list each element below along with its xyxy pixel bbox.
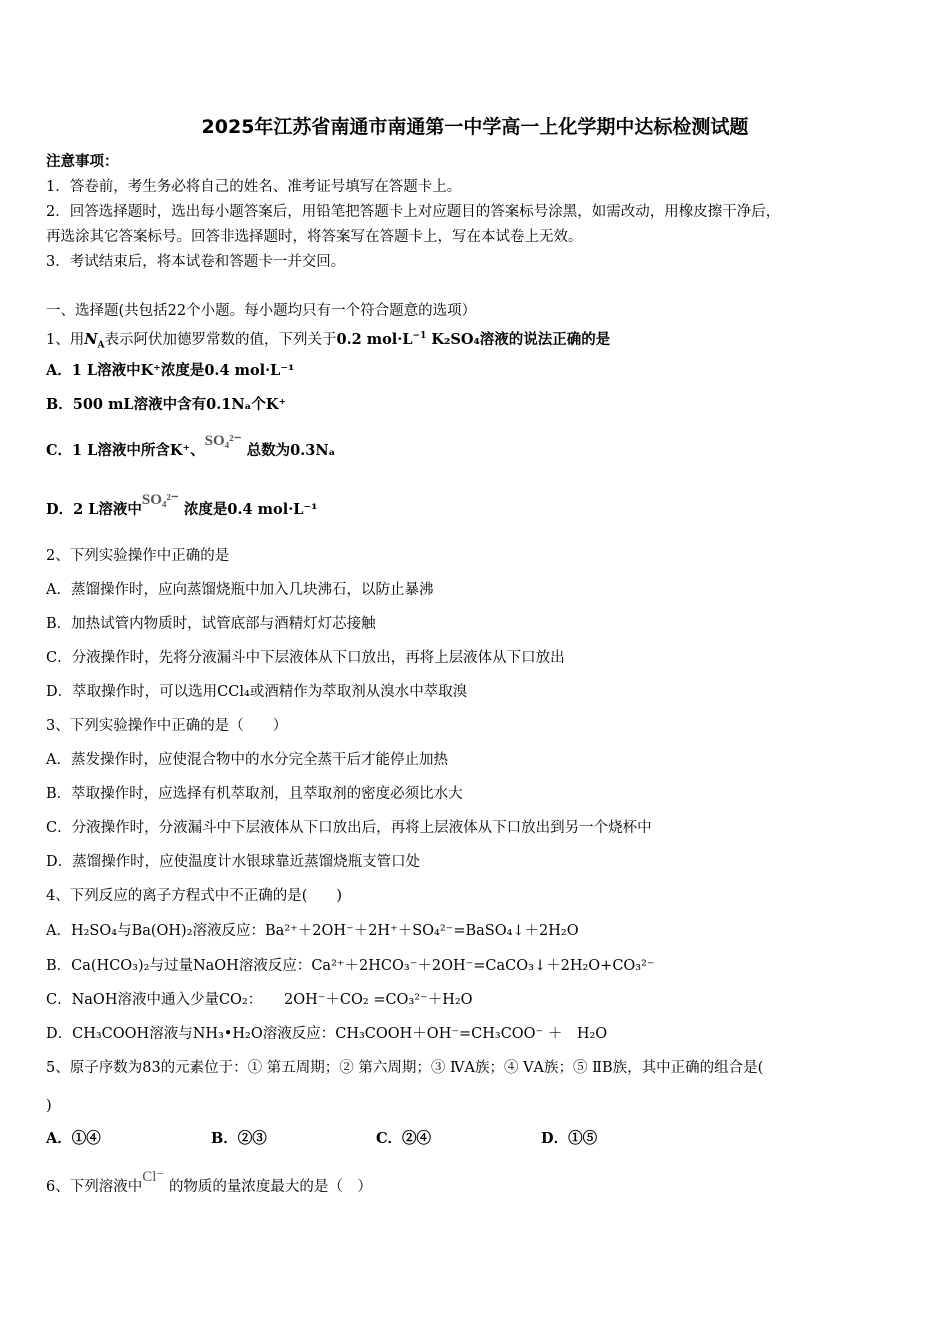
question-5-stem-cont: ) [46, 1098, 52, 1114]
option-b: B．加热试管内物质时，试管底部与酒精灯灯芯接触 [46, 616, 376, 632]
option-b: B．②③ [211, 1130, 267, 1147]
option-d [46, 492, 318, 520]
question-5-stem: 5、原子序数为83的元素位于：① 第五周期；② 第六周期；③ ⅣA族；④ ⅤA族；⑤ ⅡB族，其中正确的组合是( [46, 1060, 764, 1076]
q1-na: N [84, 330, 98, 348]
option-d: D．蒸馏操作时，应使温度计水银球靠近蒸馏烧瓶支管口处 [46, 854, 421, 870]
option-a: A．H₂SO₄与Ba(OH)₂溶液反应：Ba²⁺＋2OH⁻＋2H⁺＋SO₄²⁻=BaSO₄↓＋2H₂O [46, 923, 579, 939]
q6-stem-pre: 6、下列溶液中 [46, 1179, 143, 1195]
option-a: A．①④ [46, 1130, 101, 1147]
question-2-stem: 2、下列实验操作中正确的是 [46, 548, 230, 564]
option-b: B．500 mL溶液中含有0.1Nₐ个K⁺ [46, 396, 287, 413]
option-c: C．②④ [376, 1130, 432, 1147]
sulfate-formula-image: SO₄²⁻ [204, 433, 242, 449]
notice-heading: 注意事项： [46, 153, 119, 170]
q1-stem-tail: K₂SO₄溶液的说法正确的是 [426, 330, 611, 348]
q1-stem-mid: 表示阿伏加德罗常数的值，下列关于 [104, 331, 337, 348]
option-a: A．蒸发操作时，应使混合物中的水分完全蒸干后才能停止加热 [46, 752, 448, 768]
option-a: A．蒸馏操作时，应向蒸馏烧瓶中加入几块沸石，以防止暴沸 [46, 582, 434, 598]
option-a: A．1 L溶液中K⁺浓度是0.4 mol·L⁻¹ [46, 362, 295, 379]
question-6-stem [46, 1169, 372, 1197]
sulfate-formula-image: SO₄²⁻ [141, 492, 179, 508]
notice-item: 再选涂其它答案标号。回答非选择题时，将答案写在答题卡上，写在本试卷上无效。 [46, 229, 583, 245]
option-c: C．NaOH溶液中通入少量CO₂： 2OH⁻＋CO₂ =CO₃²⁻＋H₂O [46, 992, 473, 1008]
notice-item: 3．考试结束后，将本试卷和答题卡一并交回。 [46, 254, 346, 270]
q6-stem-post: 的物质的量浓度最大的是（ ） [168, 1179, 372, 1195]
q1-stem-pre: 1、用 [46, 331, 85, 348]
option-b: B．萃取操作时，应选择有机萃取剂，且萃取剂的密度必须比水大 [46, 786, 463, 802]
q1-conc: 0.2 mol·L [336, 330, 413, 348]
option-b: B．Ca(HCO₃)₂与过量NaOH溶液反应：Ca²⁺＋2HCO₃⁻＋2OH⁻=CaCO₃↓＋2H₂O+CO₃²⁻ [46, 958, 655, 974]
question-1-stem [46, 326, 610, 356]
q1-c-post: 总数为0.3Nₐ [246, 442, 336, 459]
q1-d-pre: D．2 L溶液中 [46, 501, 142, 518]
q1-na-sub: A [97, 340, 105, 351]
page-title: 2025年江苏省南通市南通第一中学高一上化学期中达标检测试题 [201, 116, 749, 138]
q1-d-post: 浓度是0.4 mol·L⁻¹ [183, 501, 318, 518]
option-d: D．萃取操作时，可以选用CCl₄或酒精作为萃取剂从溴水中萃取溴 [46, 684, 468, 700]
q1-c-pre: C．1 L溶液中所含K⁺、 [46, 442, 205, 459]
option-c [46, 433, 336, 461]
section-heading: 一、选择题(共包括22个小题。每小题均只有一个符合题意的选项） [46, 303, 477, 319]
question-3-stem: 3、下列实验操作中正确的是（ ） [46, 718, 288, 734]
question-4-stem: 4、下列反应的离子方程式中不正确的是( ) [46, 888, 343, 904]
option-d: D．CH₃COOH溶液与NH₃•H₂O溶液反应：CH₃COOH＋OH⁻=CH₃COO⁻ ＋ H₂O [46, 1026, 608, 1042]
notice-item: 2．回答选择题时，选出每小题答案后，用铅笔把答题卡上对应题目的答案标号涂黑，如需改动，用橡皮擦干净后， [46, 204, 781, 220]
option-d: D．①⑤ [541, 1130, 598, 1147]
chloride-formula-image: Cl⁻ [142, 1169, 165, 1185]
notice-item: 1．答卷前，考生务必将自己的姓名、准考证号填写在答题卡上。 [46, 179, 462, 195]
q1-conc-sup: −1 [412, 331, 427, 341]
option-c: C．分液操作时，先将分液漏斗中下层液体从下口放出，再将上层液体从下口放出 [46, 650, 565, 666]
option-c: C．分液操作时，分液漏斗中下层液体从下口放出后，再将上层液体从下口放出到另一个烧杯中 [46, 820, 652, 836]
